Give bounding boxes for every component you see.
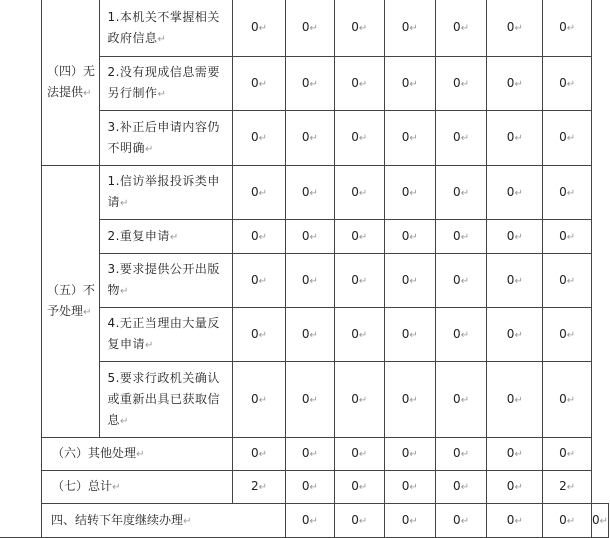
value-cell: 0↵ [285,57,334,111]
value-cell: 0↵ [543,438,592,471]
value-cell: 0↵ [384,57,435,111]
value-cell: 2↵ [233,471,285,504]
value-cell: 0↵ [435,220,486,254]
value-cell: 0↵ [335,220,384,254]
value-cell: 0↵ [335,254,384,308]
value-cell: 0↵ [285,111,334,166]
value-cell: 2↵ [543,471,592,504]
value-cell: 0↵ [384,362,435,438]
value-cell: 0↵ [487,504,543,538]
value-cell: 0↵ [233,438,285,471]
item-cell: 1.本机关不掌握相关政府信息↵ [100,0,233,57]
value-cell: 0↵ [384,471,435,504]
value-cell: 0↵ [384,166,435,220]
value-cell: 0↵ [384,0,435,57]
value-cell: 0↵ [543,308,592,362]
value-cell: 0↵ [335,308,384,362]
value-cell: 0↵ [233,362,285,438]
value-cell: 0↵ [233,308,285,362]
item-cell: 3.要求提供公开出版物↵ [100,254,233,308]
value-cell: 0↵ [543,57,592,111]
value-cell: 0↵ [487,254,543,308]
value-cell: 0↵ [285,504,334,538]
value-cell: 0↵ [384,220,435,254]
value-cell: 0↵ [233,220,285,254]
item-cell: 2.重复申请↵ [100,220,233,254]
item-cell: 5.要求行政机关确认或重新出具已获取信息↵ [100,362,233,438]
value-cell: 0↵ [487,57,543,111]
value-cell: 0↵ [435,362,486,438]
value-cell: 0↵ [335,362,384,438]
value-cell: 0↵ [384,308,435,362]
value-cell: 0↵ [233,57,285,111]
total-label-cell: （七）总计↵ [42,471,233,504]
value-cell: 0↵ [543,254,592,308]
value-cell: 0↵ [487,438,543,471]
value-cell: 0↵ [543,0,592,57]
value-cell: 0↵ [435,166,486,220]
value-cell: 0↵ [335,57,384,111]
value-cell: 0↵ [543,362,592,438]
value-cell: 0↵ [335,504,384,538]
table-row [0,471,609,504]
item-cell: 4.无正当理由大量反复申请↵ [100,308,233,362]
value-cell: 0↵ [487,166,543,220]
value-cell: 0↵ [487,0,543,57]
value-cell: 0↵ [487,471,543,504]
value-cell: 0↵ [285,308,334,362]
carry-label-cell: 四、结转下年度继续办理↵ [42,504,286,538]
value-cell: 0↵ [285,471,334,504]
value-cell: 0↵ [435,57,486,111]
value-cell: 0↵ [435,254,486,308]
value-cell: 0↵ [233,0,285,57]
value-cell: 0↵ [285,254,334,308]
other-label-cell: （六）其他处理↵ [42,438,233,471]
value-cell: 0↵ [435,0,486,57]
value-cell: 0↵ [435,504,486,538]
category-label: （四）无法提供 [47,64,96,99]
value-cell: 0↵ [335,438,384,471]
value-cell: 0↵ [591,504,608,538]
table-row [0,166,609,220]
value-cell: 0↵ [384,254,435,308]
value-cell: 0↵ [384,438,435,471]
value-cell: 0↵ [285,438,334,471]
value-cell: 0↵ [487,111,543,166]
category-cell: （四）无法提供↵ [42,0,100,166]
table-row [0,0,609,57]
value-cell: 0↵ [487,362,543,438]
item-cell: 1.信访举报投诉类申请↵ [100,166,233,220]
value-cell: 0↵ [335,471,384,504]
table-row [0,504,609,538]
value-cell: 0↵ [335,0,384,57]
blank-side-cell [0,0,42,538]
value-cell: 0↵ [233,166,285,220]
item-cell: 3.补正后申请内容仍不明确↵ [100,111,233,166]
value-cell: 0↵ [435,471,486,504]
value-cell: 0↵ [543,220,592,254]
value-cell: 0↵ [285,166,334,220]
table-row [0,438,609,471]
value-cell: 0↵ [543,111,592,166]
value-cell: 0↵ [285,220,334,254]
value-cell: 0↵ [435,438,486,471]
value-cell: 0↵ [487,220,543,254]
item-cell: 2.没有现成信息需要另行制作↵ [100,57,233,111]
value-cell: 0↵ [285,0,334,57]
category-label: （五）不予处理 [47,283,96,318]
value-cell: 0↵ [435,308,486,362]
value-cell: 0↵ [487,308,543,362]
value-cell: 0↵ [233,254,285,308]
value-cell: 0↵ [335,111,384,166]
value-cell: 0↵ [335,166,384,220]
category-cell: （五）不予处理↵ [42,166,100,438]
value-cell: 0↵ [233,111,285,166]
value-cell: 0↵ [384,111,435,166]
value-cell: 0↵ [384,504,435,538]
value-cell: 0↵ [285,362,334,438]
value-cell: 0↵ [543,504,592,538]
value-cell: 0↵ [435,111,486,166]
value-cell: 0↵ [543,166,592,220]
